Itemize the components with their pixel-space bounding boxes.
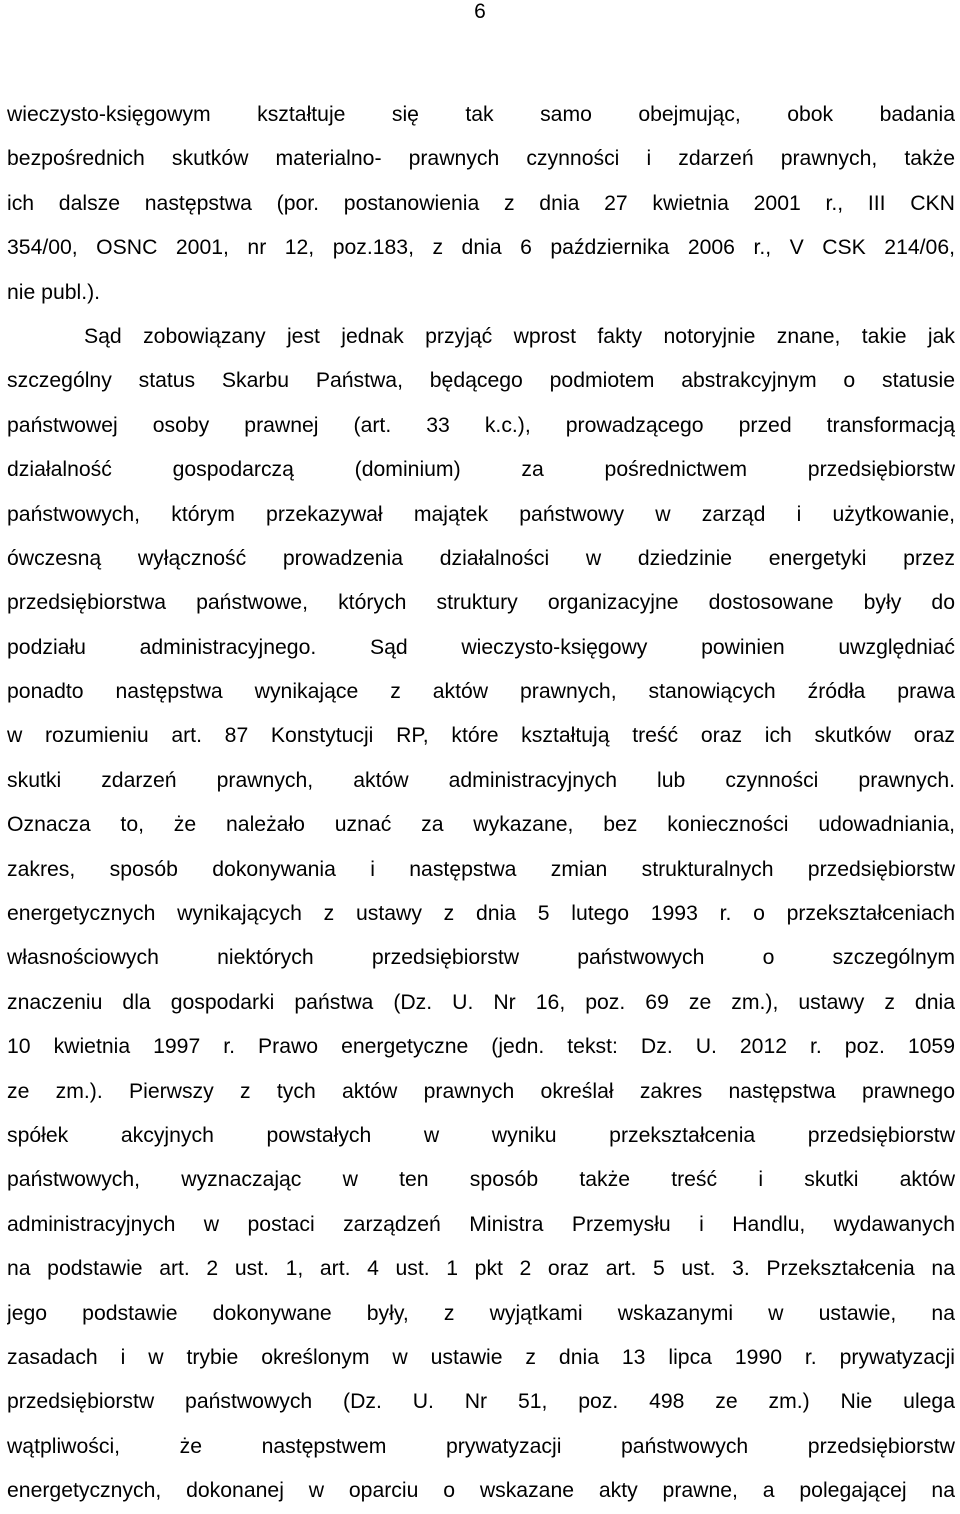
text-line: znaczeniu dla gospodarki państwa (Dz. U. Nr 16, poz. 69 ze zm.), ustawy z dnia (7, 990, 955, 1014)
text-line: ich dalsze następstwa (por. postanowienia z dnia 27 kwietnia 2001 r., III CKN (7, 191, 955, 215)
text-line: Oznacza to, że należało uznać za wykazane, bez konieczności udowadniania, (7, 813, 955, 837)
paragraph-2 (7, 315, 955, 1514)
text-line: zakres, sposób dokonywania i następstwa zmian strukturalnych przedsiębiorstw (7, 857, 955, 881)
text-line: jego podstawie dokonywane były, z wyjątkami wskazanymi w ustawie, na (7, 1301, 955, 1325)
paragraph-1 (7, 93, 955, 315)
text-line: państwowych, którym przekazywał majątek państwowy w zarząd i użytkowanie, (7, 502, 955, 526)
text-line: 10 kwietnia 1997 r. Prawo energetyczne (jedn. tekst: Dz. U. 2012 r. poz. 1059 (7, 1035, 955, 1059)
text-line: ówczesną wyłączność prowadzenia działalności w dziedzinie energetyki przez (7, 546, 955, 570)
text-line: ponadto następstwa wynikające z aktów prawnych, stanowiących źródła prawa (7, 680, 955, 704)
text-line: bezpośrednich skutków materialno- prawnych czynności i zdarzeń prawnych, także (7, 147, 955, 171)
text-line: 354/00, OSNC 2001, nr 12, poz.183, z dnia 6 października 2006 r., V CSK 214/06, (7, 236, 955, 260)
text-line: na podstawie art. 2 ust. 1, art. 4 ust. 1 pkt 2 oraz art. 5 ust. 3. Przekształcenia na (7, 1257, 955, 1281)
text-line: spółek akcyjnych powstałych w wyniku przekształcenia przedsiębiorstw (7, 1123, 955, 1147)
text-line: administracyjnych w postaci zarządzeń Ministra Przemysłu i Handlu, wydawanych (7, 1212, 955, 1236)
text-line: energetycznych, dokonanej w oparciu o wskazane akty prawne, a polegającej na (7, 1479, 955, 1503)
page-number: 6 (474, 0, 486, 23)
text-line: zasadach i w trybie określonym w ustawie z dnia 13 lipca 1990 r. prywatyzacji (7, 1345, 955, 1369)
text-line: skutki zdarzeń prawnych, aktów administracyjnych lub czynności prawnych. (7, 768, 955, 792)
text-line: ze zm.). Pierwszy z tych aktów prawnych określał zakres następstwa prawnego (7, 1079, 955, 1103)
text-line: państwowej osoby prawnej (art. 33 k.c.), prowadzącego przed transformacją (7, 413, 955, 437)
text-line: własnościowych niektórych przedsiębiorstw państwowych o szczególnym (7, 946, 955, 970)
text-line: szczególny status Skarbu Państwa, będącego podmiotem abstrakcyjnym o statusie (7, 369, 955, 393)
text-line: wieczysto-księgowym kształtuje się tak samo obejmując, obok badania (7, 103, 955, 126)
text-line: energetycznych wynikających z ustawy z dnia 5 lutego 1993 r. o przekształceniach (7, 902, 955, 926)
text-line: przedsiębiorstwa państwowe, których struktury organizacyjne dostosowane były do (7, 591, 955, 615)
document-body (7, 93, 955, 1514)
text-line: w rozumieniu art. 87 Konstytucji RP, które kształtują treść oraz ich skutków oraz (7, 724, 955, 748)
text-line: podziału administracyjnego. Sąd wieczysto-księgowy powinien uwzględniać (7, 635, 955, 659)
text-line: Sąd zobowiązany jest jednak przyjąć wprost fakty notoryjnie znane, takie jak (84, 324, 955, 348)
text-line: wątpliwości, że następstwem prywatyzacji państwowych przedsiębiorstw (7, 1434, 955, 1458)
text-line: przedsiębiorstw państwowych (Dz. U. Nr 51, poz. 498 ze zm.) Nie ulega (7, 1390, 955, 1414)
text-line: nie publ.). (7, 280, 101, 304)
text-line: działalność gospodarczą (dominium) za pośrednictwem przedsiębiorstw (7, 458, 955, 482)
text-line: państwowych, wyznaczając w ten sposób także treść i skutki aktów (7, 1168, 955, 1192)
